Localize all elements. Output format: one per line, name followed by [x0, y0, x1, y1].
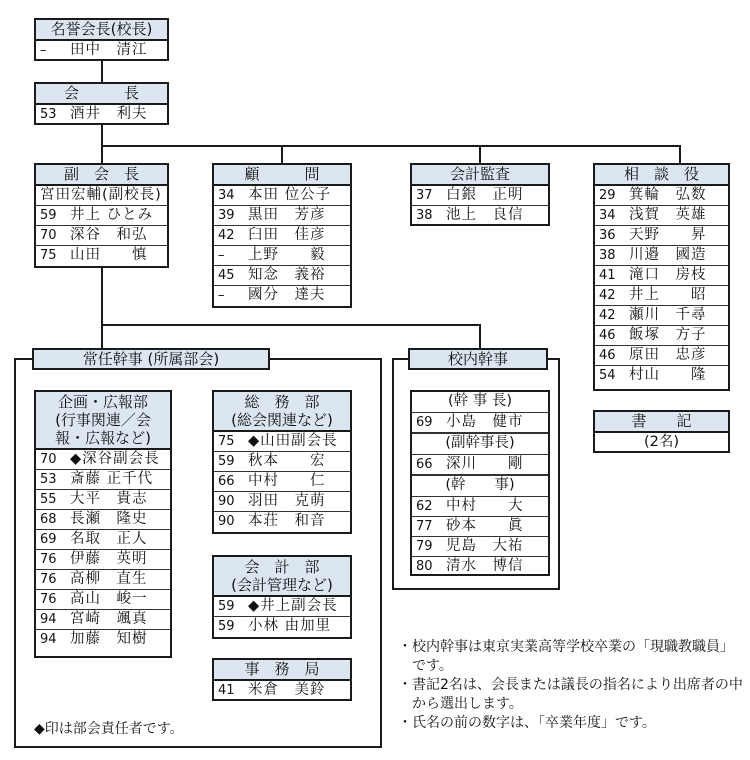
- member-row: 宮田宏輔(副校長): [36, 186, 167, 206]
- member-row: 90 羽田 克萌: [214, 492, 350, 512]
- standing-committee-title: 常任幹事 (所属部会): [32, 348, 270, 370]
- member-row: 75 ◆山田副会長: [214, 432, 350, 452]
- counselors-title: 相 談 役: [595, 165, 728, 186]
- member-row: – 國分 達夫: [218, 287, 326, 303]
- member-row: 34 浅賀 英雄: [595, 206, 728, 226]
- member-row: 59 小林 由加里: [218, 618, 332, 634]
- member-row: 29 箕輪 弘数: [595, 186, 728, 206]
- member-row: – 上野 毅: [214, 246, 350, 266]
- note-item: ・校内幹事は東京実業高等学校卒業の「現職教職員」です。: [398, 639, 734, 674]
- member-row: 34 本田 位公子: [214, 186, 350, 206]
- member-row: 66 中村 仁: [214, 472, 350, 492]
- member-row: 90 本荘 和音: [218, 513, 326, 529]
- accounting-box: [212, 555, 352, 639]
- accounting-title-line: 会 計 部: [244, 558, 320, 576]
- member-row: 76 高山 峻一: [36, 590, 170, 610]
- school-staff-box: [410, 390, 550, 576]
- member-row: 70 ◆深谷副会長: [36, 450, 170, 470]
- secretary-box: [593, 410, 730, 453]
- honorary-president-name: 田中 清江: [70, 42, 148, 58]
- member-row: 66 深川 剛: [412, 455, 548, 475]
- member-row: 46 原田 忠彦: [595, 346, 728, 366]
- connector-president-trunk: [101, 124, 103, 146]
- note-item: ・氏名の前の数字は、「卒業年度」です。: [398, 715, 656, 731]
- member-row: 76 高柳 直生: [36, 570, 170, 590]
- vice-president-box: [34, 163, 169, 268]
- member-row: 69 小島 健市: [412, 413, 548, 433]
- president-title: 会 長: [36, 84, 167, 105]
- member-row: 55 大平 貴志: [36, 490, 170, 510]
- honorary-president-box: 名誉会長(校長) – 田中 清江: [34, 18, 169, 61]
- connector-advisors: [281, 145, 283, 163]
- member-row: 59 ◆井上副会長: [214, 597, 350, 617]
- planning-title-line: 企画・広報部: [57, 393, 148, 411]
- member-row: 37 白銀 正明: [412, 186, 548, 206]
- chief-label: (幹 事 長): [412, 392, 548, 413]
- member-row: 80 清水 博信: [416, 558, 524, 574]
- vice-chief-label: (副幹事長): [412, 433, 548, 455]
- member-row: 42 井上 昭: [595, 286, 728, 306]
- planning-title-line: 報・広報など): [55, 429, 151, 447]
- general-title-line: 総 務 部: [244, 393, 320, 411]
- member-row: 94 宮崎 颯真: [36, 610, 170, 630]
- planning-title-line: (行事関連／会: [55, 411, 151, 429]
- staff-label: (幹 事): [412, 475, 548, 497]
- school-staff-title: 校内幹事: [408, 348, 548, 370]
- advisors-box: [212, 163, 352, 308]
- advisors-title: 顧 問: [214, 165, 350, 186]
- member-row: 68 長瀬 隆史: [36, 510, 170, 530]
- member-row: 36 天野 昇: [595, 226, 728, 246]
- member-row: 79 児島 大祐: [412, 537, 548, 557]
- legend-note: ◆印は部会責任者です。: [34, 721, 184, 737]
- president-box: 会 長 53 酒井 利夫: [34, 82, 169, 125]
- notes: [398, 638, 743, 733]
- member-row: 46 飯塚 方子: [595, 326, 728, 346]
- member-row: 42 臼田 佳彦: [214, 226, 350, 246]
- connector-honorary-president: [101, 60, 103, 82]
- member-row: 70 深谷 和弘: [36, 226, 167, 246]
- member-row: 38 池上 良信: [416, 207, 524, 223]
- office-title: 事 務 局: [214, 660, 350, 681]
- accounting-title-line: (会計管理など): [231, 576, 333, 594]
- connector-counselors: [679, 145, 681, 163]
- member-row: 69 名取 正人: [36, 530, 170, 550]
- connector-committee-hbar: [101, 324, 481, 326]
- counselors-box: [593, 163, 730, 391]
- member-row: 54 村山 隆: [599, 367, 707, 383]
- connector-vice: [101, 145, 103, 163]
- member-row: 59 秋本 宏: [214, 452, 350, 472]
- member-row: 41 米倉 美鈴: [218, 682, 326, 698]
- member-row: 76 伊藤 英明: [36, 550, 170, 570]
- member-row: 77 砂本 眞: [412, 517, 548, 537]
- connector-school: [479, 324, 481, 348]
- connector-auditors: [479, 145, 481, 163]
- member-row: 75 山田 慎: [40, 247, 148, 263]
- member-row: 42 瀬川 千尋: [595, 306, 728, 326]
- auditors-title: 会計監査: [412, 165, 548, 186]
- member-row: 45 知念 義裕: [214, 266, 350, 286]
- vice-president-title: 副 会 長: [36, 165, 167, 186]
- member-row: 53 斎藤 正千代: [36, 470, 170, 490]
- secretary-title: 書 記: [595, 412, 728, 433]
- general-title-line: (総会関連など): [231, 411, 333, 429]
- member-row: 94 加藤 知樹: [40, 631, 148, 647]
- member-row: 59 井上 ひとみ: [36, 206, 167, 226]
- honorary-president-title: 名誉会長(校長): [36, 20, 167, 41]
- office-box: [212, 658, 352, 701]
- member-row: 38 川邉 國造: [595, 246, 728, 266]
- auditors-box: [410, 163, 550, 226]
- connector-vice-down: [101, 267, 103, 325]
- member-row: 39 黒田 芳彦: [214, 206, 350, 226]
- member-row: 41 滝口 房枝: [595, 266, 728, 286]
- member-row: 62 中村 大: [412, 497, 548, 517]
- general-affairs-box: [212, 390, 352, 534]
- connector-officers-hbar: [101, 145, 681, 147]
- secretary-count: (2名): [643, 434, 680, 450]
- note-item: ・書記2名は、会長または議長の指名により出席者の中から選出します。: [398, 677, 743, 712]
- planning-department-box: [34, 390, 172, 658]
- connector-standing: [101, 324, 103, 348]
- president-name: 酒井 利夫: [70, 106, 148, 122]
